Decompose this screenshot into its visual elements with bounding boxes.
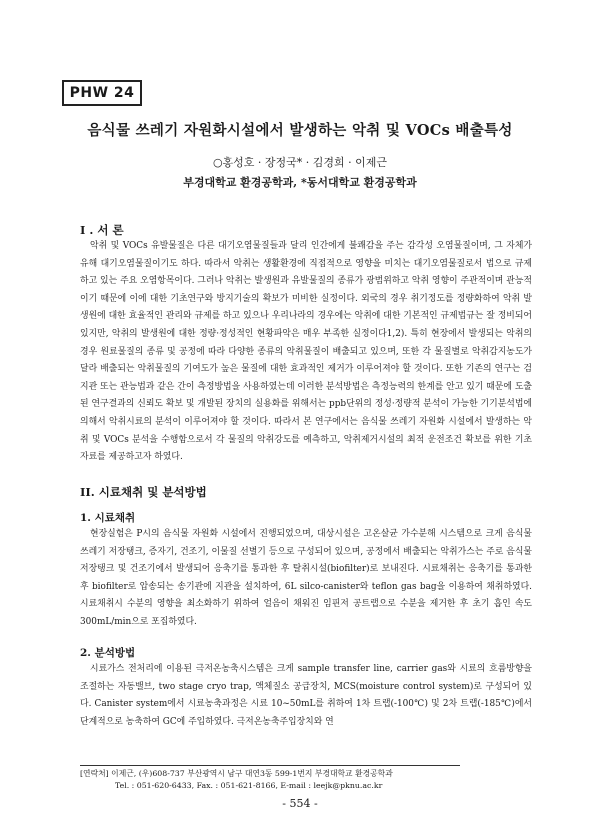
author-list: ○홍성호 · 장정국* · 김경희 · 이제근 bbox=[212, 156, 388, 169]
sampling-paragraph: 현장실험은 P시의 음식물 자원화 시설에서 진행되었으며, 대상시설은 고온살균 가수분해 시스템으로 크게 음식물 쓰레기 저장탱크, 증자기, 건조기, 이물질 선별기 등으로 구성되어 있으며, 공정에서 배출되는 악취가스는 주로 음식물 저장탱크 및 건조기에서 발생되어 응축기를 통과한 후 탈취시설(biofilter)로 보내진다. 시료채취는 응축기를 통과한 후 biofilter로 압송되는 송기관에 지관을 설치하여, 6L silco-canister와 teflon gas bag을 이용하여 채취하였다. 시료채취시 수분의 영향을 최소화하기 위하여 얼음이 채워진 임핀저 공트랩으로 수분을 제거한 후 초기 흡인 속도 300mL/min으로 포집하였다. bbox=[80, 529, 532, 627]
contact-address: [연락처] 이제근, (우)608-737 부산광역시 남구 대연3동 599-1번지 부경대학교 환경공학과 bbox=[80, 769, 393, 778]
contact-phone-email: Tel. : 051-620-6433, Fax. : 051-621-8166, E-mail : leejk@pknu.ac.kr bbox=[115, 781, 383, 790]
session-badge: PHW 24 bbox=[62, 80, 142, 106]
paper-title: 음식물 쓰레기 자원화시설에서 발생하는 악취 및 VOCs 배출특성 bbox=[87, 122, 513, 139]
section-heading-introduction: I . 서 론 bbox=[80, 223, 124, 237]
introduction-paragraph: 악취 및 VOCs 유발물질은 다른 대기오염물질들과 달리 인간에게 불쾌감을 주는 감각성 오염물질이며, 그 자체가 유해 대기오염물질이기도 하다. 따라서 악취는 생활환경에 직접적으로 영향을 미치는 대기오염물질로서 법으로 규제하고 있는 주요 오염항목이다. 그러나 악취는 발생원과 유발물질의 종류가 광범위하고 악취 영향이 주관적이며 관능적이기 때문에 이에 대한 기초연구와 방지기술의 확보가 미비한 실정이다. 외국의 경우 취기정도를 정량화하여 악취 발생원에 대한 효율적인 관리와 규제를 하고 있으나 우리나라의 경우에는 악취에 대한 기본적인 규제법규는 잘 정비되어 있지만, 악취의 발생원에 대한 정량·정성적인 현황파악은 매우 부족한 실정이다1,2). 특히 현장에서 발생되는 악취의 경우 원료물질의 종류 및 공정에 따라 다양한 종류의 악취물질이 배출되고 있으며, 또한 각 물질별로 악취감지농도가 달라 배출되는 악취물질의 기여도가 높은 물질에 대한 효과적인 제거가 이루어져야 할 것이다. 또한 기존의 연구는 검지관 또는 관능법과 같은 간이 측정방법을 사용하였는데 이러한 분석방법은 측정능력의 한계를 안고 있기 때문에 도출된 연구결과의 신뢰도 확보 및 개발된 장치의 실용화를 위해서는 ppb단위의 정성·정량적 분석이 가능한 기기분석법에 의해서 악취시료의 분석이 이루어져야 할 것이다. 따라서 본 연구에서는 음식물 쓰레기 자원화 시설에서 발생하는 악취 및 VOCs 분석을 수행함으로서 각 물질의 악취강도를 예측하고, 악취제거시설의 최적 운전조건 확보를 위한 기초자료를 제공하고자 하였다. bbox=[80, 241, 532, 463]
affiliation: 부경대학교 환경공학과, *동서대학교 환경공학과 bbox=[183, 176, 417, 189]
subsection-heading-analysis: 2. 분석방법 bbox=[80, 647, 136, 659]
section-heading-methods: II. 시료채취 및 분석방법 bbox=[80, 485, 207, 499]
footnote-divider bbox=[80, 765, 460, 766]
analysis-paragraph: 시료가스 전처리에 이용된 극저온농축시스템은 크게 sample transfer line, carrier gas와 시료의 흐름방향을 조절하는 자동밸브, two stage cryo trap, 액체질소 공급장치, MCS(moisture control system)로 구성되어 있다. Canister system에서 시료농축과정은 시료 10~50mL를 취하여 1차 트랩(-100℃) 및 2차 트랩(-185℃)에서 단계적으로 농축하여 GC에 주입하였다. 극저온농축주입장치와 연 bbox=[80, 664, 532, 727]
subsection-heading-sampling: 1. 시료채취 bbox=[80, 512, 136, 524]
page-number: - 554 - bbox=[282, 797, 318, 810]
contact-footnote bbox=[80, 768, 393, 792]
